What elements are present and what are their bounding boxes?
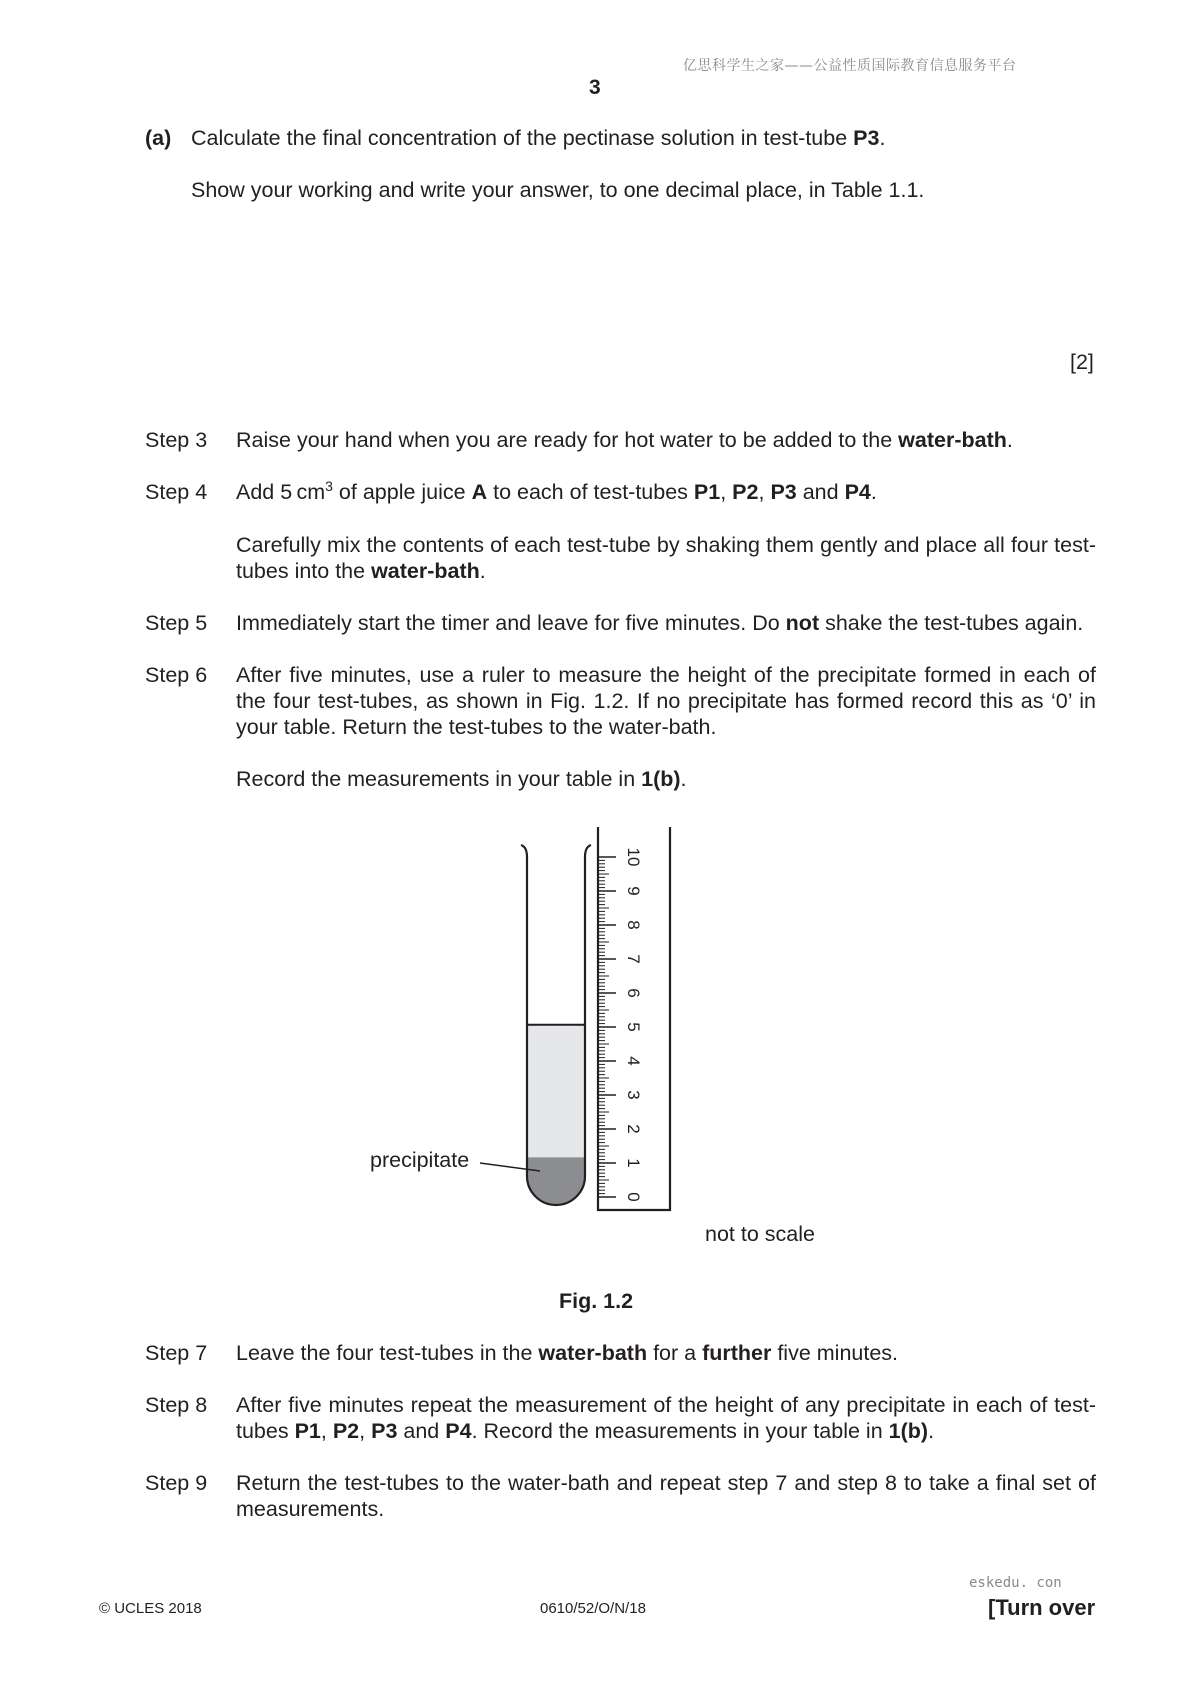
ruler-outline bbox=[598, 827, 670, 1210]
ruler-tick-label: 10 bbox=[624, 847, 643, 867]
not-to-scale-label: not to scale bbox=[705, 1222, 815, 1246]
step-8-label: Step 8 bbox=[145, 1393, 208, 1417]
step-3-text: Raise your hand when you are ready for hot water to be added to the water-bath. bbox=[236, 428, 1013, 452]
header-watermark: 亿思科学生之家——公益性质国际教育信息服务平台 bbox=[683, 58, 1017, 74]
figure-caption: Fig. 1.2 bbox=[559, 1289, 634, 1313]
ruler-tick-label: 1 bbox=[624, 1158, 643, 1168]
ruler-tick-label: 2 bbox=[624, 1124, 643, 1134]
footer-code: 0610/52/O/N/18 bbox=[540, 1600, 646, 1617]
test-tube bbox=[521, 845, 591, 1205]
ruler bbox=[598, 827, 670, 1210]
step-6-record-text: Record the measurements in your table in 1(b). bbox=[236, 767, 687, 791]
ruler-tick-label: 8 bbox=[624, 920, 643, 930]
question-instruction: Show your working and write your answer, to one decimal place, in Table 1.1. bbox=[191, 178, 925, 202]
site-watermark: eskedu. con bbox=[969, 1575, 1062, 1591]
step-4-mix-text: Carefully mix the contents of each test-tube by shaking them gently and place all four test-tubes into the water-bath. bbox=[236, 533, 1096, 583]
ruler-tick-label: 7 bbox=[624, 954, 643, 964]
step-5-text: Immediately start the timer and leave for five minutes. Do not shake the test-tubes again. bbox=[236, 611, 1084, 635]
ruler-tick-label: 3 bbox=[624, 1090, 643, 1100]
footer-copyright: © UCLES 2018 bbox=[99, 1600, 202, 1617]
page-number: 3 bbox=[589, 76, 601, 99]
ruler-ticks bbox=[598, 848, 643, 1202]
question-text: Calculate the final concentration of the pectinase solution in test-tube P3. bbox=[191, 126, 886, 150]
turn-over: [Turn over bbox=[988, 1595, 1096, 1620]
ruler-tick-label: 5 bbox=[624, 1022, 643, 1032]
step-9-text: Return the test-tubes to the water-bath and repeat step 7 and step 8 to take a final set of measurements. bbox=[236, 1471, 1096, 1521]
precipitate-label: precipitate bbox=[370, 1148, 470, 1172]
question-label: (a) bbox=[145, 126, 172, 150]
step-7-text: Leave the four test-tubes in the water-bath for a further five minutes. bbox=[236, 1341, 899, 1365]
ruler-tick-label: 6 bbox=[624, 988, 643, 998]
step-4-text: Add 5 $cm^3$ of apple juice A to each of test-tubes P1, P2, P3 and P4. bbox=[236, 477, 877, 504]
step-6-label: Step 6 bbox=[145, 663, 208, 687]
ruler-tick-label: 0 bbox=[624, 1192, 643, 1202]
liquid bbox=[527, 1025, 585, 1158]
step-8-text: After five minutes repeat the measurement of the height of any precipitate in each of test-tubes P1, P2, P3 and P4. Record the measurements in your table in 1(b). bbox=[236, 1393, 1096, 1443]
ruler-tick-label: 4 bbox=[624, 1056, 643, 1066]
step-7-label: Step 7 bbox=[145, 1341, 208, 1365]
ruler-tick-label: 9 bbox=[624, 886, 643, 896]
step-3-label: Step 3 bbox=[145, 428, 208, 452]
step-6-text: After five minutes, use a ruler to measure the height of the precipitate formed in each of the four test-tubes, as shown in Fig. 1.2. If no precipitate has formed record this as ‘0’ in your table. Return the test-tubes to the water-bath. bbox=[236, 663, 1096, 739]
step-9-label: Step 9 bbox=[145, 1471, 208, 1495]
question-marks: [2] bbox=[1070, 350, 1094, 374]
step-4-label: Step 4 bbox=[145, 480, 208, 504]
step-5-label: Step 5 bbox=[145, 611, 208, 635]
